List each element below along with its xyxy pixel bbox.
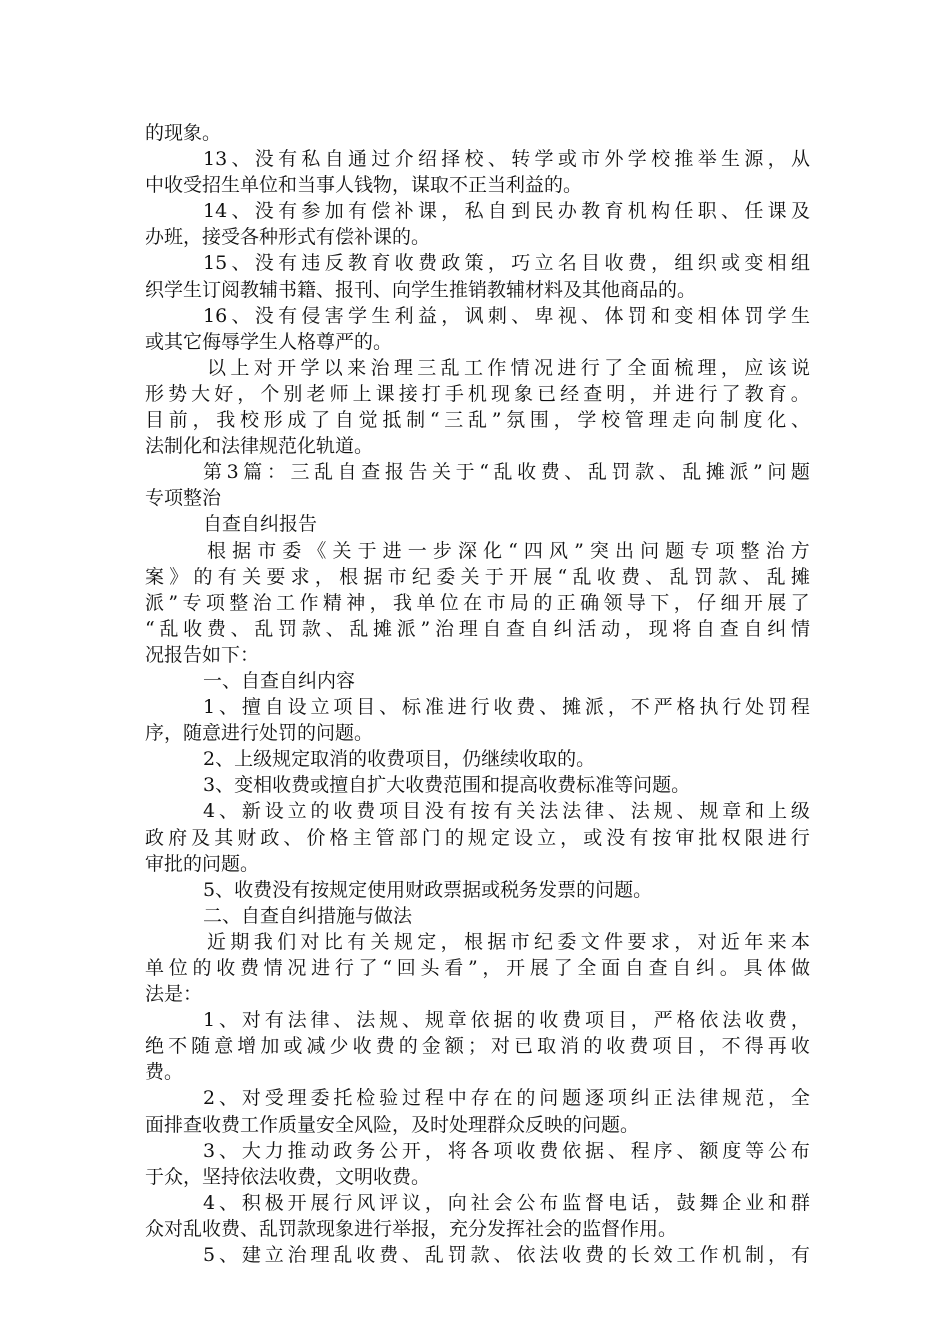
text-line-content: 法制化和法律规范化轨道。 xyxy=(145,435,374,458)
text-line xyxy=(145,1112,810,1138)
text-line xyxy=(145,538,810,564)
text-line-content: 14 、 没 有 参 加 有 偿 补 课 ， 私 自 到 民 办 教 育 机 构 任 职 、 任 课 及 xyxy=(203,200,810,223)
text-line xyxy=(145,590,810,616)
text-line xyxy=(145,694,810,720)
text-line xyxy=(145,668,810,694)
text-line-content: 专项整治 xyxy=(145,487,222,510)
text-line-content: 众对乱收费、乱罚款现象进行举报，充分发挥社会的监督作用。 xyxy=(145,1217,678,1240)
text-line xyxy=(145,772,810,798)
text-line xyxy=(145,981,810,1007)
text-line xyxy=(145,1242,810,1268)
text-line-content: 15 、 没 有 违 反 教 育 收 费 政 策 ， 巧 立 名 目 收 费 ， 组 织 或 变 相 组 xyxy=(203,252,810,275)
text-line-content: 5、收费没有按规定使用财政票据或税务发票的问题。 xyxy=(203,878,653,901)
text-line-content: 第 3 篇 ： 三 乱 自 查 报 告 关 于 “ 乱 收 费 、 乱 罚 款 、 乱 摊 派 ” 问 题 xyxy=(203,461,810,484)
text-line-content: 目 前 ， 我 校 形 成 了 自 觉 抵 制 “ 三 乱 ” 氛 围 ， 学 校 管 理 走 向 制 度 化 、 xyxy=(145,409,810,432)
text-line-content: 3、变相收费或擅自扩大收费范围和提高收费标准等问题。 xyxy=(203,774,691,797)
text-line-content: 绝 不 随 意 增 加 或 减 少 收 费 的 金 额 ； 对 已 取 消 的 收 费 项 目 ， 不 得 再 收 xyxy=(145,1035,810,1058)
text-line xyxy=(145,798,810,824)
text-line xyxy=(145,120,810,146)
text-line-content: 自查自纠报告 xyxy=(203,513,318,536)
text-line-content: 1 、 擅 自 设 立 项 目 、 标 准 进 行 收 费 、 摊 派 ， 不 严 格 执 行 处 罚 程 xyxy=(203,696,810,719)
text-line-content: 单 位 的 收 费 情 况 进 行 了 “ 回 头 看 ” ， 开 展 了 全 面 自 查 自 纠 。 具 体 做 xyxy=(145,957,810,979)
text-line xyxy=(145,1007,810,1033)
text-line-content: 5 、 建 立 治 理 乱 收 费 、 乱 罚 款 、 依 法 收 费 的 长 效 工 作 机 制 ， 有 xyxy=(203,1244,810,1267)
text-line xyxy=(145,146,810,172)
text-line xyxy=(145,198,810,224)
text-line xyxy=(145,407,810,433)
text-line xyxy=(145,355,810,381)
text-line-content: 1 、 对 有 法 律 、 法 规 、 规 章 依 据 的 收 费 项 目 ， 严 格 依 法 收 费 ， xyxy=(203,1009,810,1032)
text-line-content: 形 势 大 好 ， 个 别 老 师 上 课 接 打 手 机 现 象 已 经 查 明 ， 并 进 行 了 教 育 。 xyxy=(145,382,810,405)
text-line xyxy=(145,485,810,511)
text-line xyxy=(145,1033,810,1059)
text-line xyxy=(145,955,810,981)
text-line xyxy=(145,1164,810,1190)
text-line-content: 况报告如下： xyxy=(145,643,260,666)
text-line xyxy=(145,903,810,929)
text-line-content: 2 、 对 受 理 委 托 检 验 过 程 中 存 在 的 问 题 逐 项 纠 正 法 律 规 范 ， 全 xyxy=(203,1087,810,1110)
text-line-content: 3 、 大 力 推 动 政 务 公 开 ， 将 各 项 收 费 依 据 、 程 序 、 额 度 等 公 布 xyxy=(203,1139,810,1162)
text-line-content: 16 、 没 有 侵 害 学 生 利 益 ， 讽 刺 、 卑 视 、 体 罚 和 变 相 体 罚 学 生 xyxy=(203,304,810,327)
text-line xyxy=(145,329,810,355)
text-line-content: 二、自查自纠措施与做法 xyxy=(203,904,413,927)
text-line-content: 的现象。 xyxy=(145,122,222,144)
text-line xyxy=(145,616,810,642)
text-line xyxy=(145,433,810,459)
text-line-content: 于众，坚持依法收费，文明收费。 xyxy=(145,1165,431,1188)
text-line-content: 根 据 市 委 《 关 于 进 一 步 深 化 “ 四 风 ” 突 出 问 题 专 项 整 治 方 xyxy=(207,539,810,562)
text-line xyxy=(145,277,810,303)
text-line xyxy=(145,877,810,903)
text-line xyxy=(145,250,810,276)
text-line-content: 中收受招生单位和当事人钱物，谋取不正当利益的。 xyxy=(145,174,583,197)
text-line-content: 以 上 对 开 学 以 来 治 理 三 乱 工 作 情 况 进 行 了 全 面 梳 理 ， 应 该 说 xyxy=(207,356,810,379)
text-line-content: 案 》 的 有 关 要 求 ， 根 据 市 纪 委 关 于 开 展 “ 乱 收 费 、 乱 罚 款 、 乱 摊 xyxy=(145,565,810,588)
text-line xyxy=(145,1138,810,1164)
text-line xyxy=(145,1190,810,1216)
text-line xyxy=(145,851,810,877)
text-line-content: 序，随意进行处罚的问题。 xyxy=(145,722,374,745)
text-line xyxy=(145,564,810,590)
text-line-content: 办班，接受各种形式有偿补课的。 xyxy=(145,226,431,249)
text-line xyxy=(145,720,810,746)
text-line xyxy=(145,172,810,198)
text-line-content: 法是： xyxy=(145,983,203,1006)
text-line xyxy=(145,1085,810,1111)
text-line xyxy=(145,929,810,955)
text-line-content: 一、自查自纠内容 xyxy=(203,669,356,692)
text-line-content: 政 府 及 其 财 政 、 价 格 主 管 部 门 的 规 定 设 立 ， 或 没 有 按 审 批 权 限 进 行 xyxy=(145,826,810,849)
text-line-content: 派 ” 专 项 整 治 工 作 精 神 ， 我 单 位 在 市 局 的 正 确 领 导 下 ， 仔 细 开 展 了 xyxy=(145,591,810,614)
text-line xyxy=(145,381,810,407)
text-line xyxy=(145,224,810,250)
text-line-content: 费。 xyxy=(145,1061,184,1084)
text-line xyxy=(145,825,810,851)
text-line-content: “ 乱 收 费 、 乱 罚 款 、 乱 摊 派 ” 治 理 自 查 自 纠 活 动 ， 现 将 自 查 自 纠 情 xyxy=(145,617,810,640)
text-line xyxy=(145,459,810,485)
text-line xyxy=(145,1216,810,1242)
text-line xyxy=(145,642,810,668)
text-line xyxy=(145,1059,810,1085)
text-line-content: 面排查收费工作质量安全风险，及时处理群众反映的问题。 xyxy=(145,1113,640,1136)
document-body xyxy=(145,120,810,1268)
text-line-content: 近 期 我 们 对 比 有 关 规 定 ， 根 据 市 纪 委 文 件 要 求 ， 对 近 年 来 本 xyxy=(207,930,810,953)
text-line-content: 2、上级规定取消的收费项目，仍继续收取的。 xyxy=(203,748,596,771)
text-line xyxy=(145,303,810,329)
text-line-content: 4 、 新 设 立 的 收 费 项 目 没 有 按 有 关 法 法 律 、 法 规 、 规 章 和 上 级 xyxy=(203,800,810,823)
text-line-content: 13 、 没 有 私 自 通 过 介 绍 择 校 、 转 学 或 市 外 学 校 推 举 生 源 ， 从 xyxy=(203,148,810,171)
text-line-content: 4 、 积 极 开 展 行 风 评 议 ， 向 社 会 公 布 监 督 电 话 ， 鼓 舞 企 业 和 群 xyxy=(203,1191,810,1214)
text-line-content: 或其它侮辱学生人格尊严的。 xyxy=(145,330,393,353)
text-line-content: 织学生订阅教辅书籍、报刊、向学生推销教辅材料及其他商品的。 xyxy=(145,278,697,301)
text-line xyxy=(145,746,810,772)
text-line xyxy=(145,511,810,537)
text-line-content: 审批的问题。 xyxy=(145,852,260,875)
